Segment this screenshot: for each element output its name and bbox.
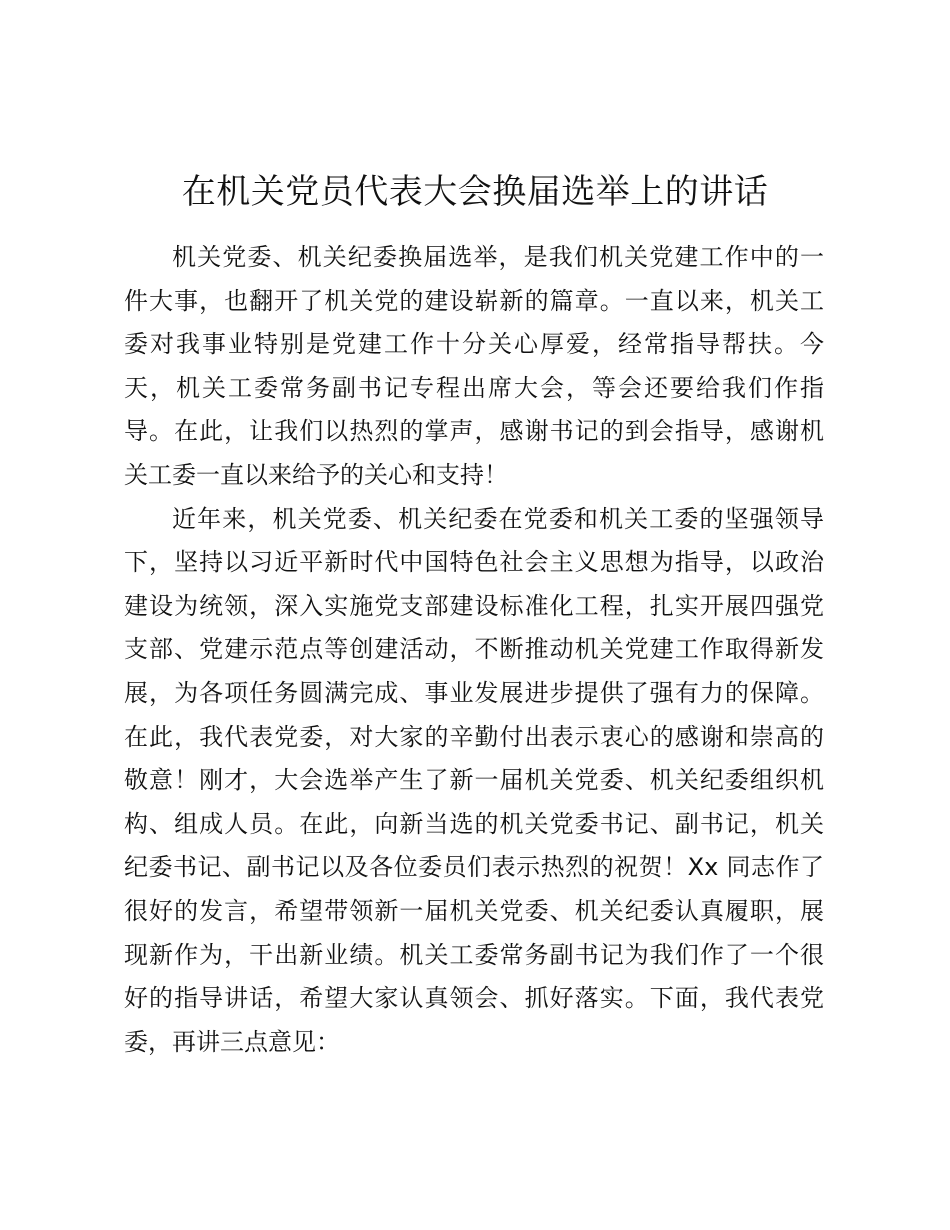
- paragraph-2-line-10: 很好的发言，希望带领新一届机关党委、机关纪委认真履职，展: [124, 896, 824, 925]
- paragraph-1-line-4: 天，机关工委常务副书记专程出席大会，等会还要给我们作指: [124, 373, 824, 402]
- paragraph-2-line-6: 在此，我代表党委，对大家的辛勤付出表示衷心的感谢和崇高的: [124, 722, 824, 751]
- paragraph-2-line-4: 支部、党建示范点等创建活动，不断推动机关党建工作取得新发: [124, 635, 824, 664]
- paragraph-2-line-7: 敬意！刚才，大会选举产生了新一届机关党委、机关纪委组织机: [124, 766, 824, 795]
- document-body: [124, 236, 824, 1064]
- paragraph-2-line-3: 建设为统领，深入实施党支部建设标准化工程，扎实开展四强党: [124, 591, 824, 620]
- paragraph-1-line-3: 委对我事业特别是党建工作十分关心厚爱，经常指导帮扶。今: [124, 330, 824, 359]
- paragraph-2-line-8: 构、组成人员。在此，向新当选的机关党委书记、副书记，机关: [124, 809, 824, 838]
- paragraph-1-line-6: 关工委一直以来给予的关心和支持！: [124, 460, 508, 489]
- paragraph-1-line-2: 件大事，也翻开了机关党的建设崭新的篇章。一直以来，机关工: [124, 286, 824, 315]
- paragraph-1-line-1: 机关党委、机关纪委换届选举，是我们机关党建工作中的一: [172, 243, 824, 271]
- document-title: 在机关党员代表大会换届选举上的讲话: [181, 172, 769, 212]
- paragraph-2-line-2: 下，坚持以习近平新时代中国特色社会主义思想为指导，以政治: [124, 548, 824, 577]
- paragraph-2-line-13: 委，再讲三点意见：: [124, 1027, 340, 1056]
- paragraph-2-line-11: 现新作为，干出新业绩。机关工委常务副书记为我们作了一个很: [124, 940, 824, 969]
- paragraph-2-line-5: 展，为各项任务圆满完成、事业发展进步提供了强有力的保障。: [124, 678, 824, 707]
- paragraph-2-line-1: 近年来，机关党委、机关纪委在党委和机关工委的坚强领导: [172, 504, 824, 533]
- paragraph-2-line-9: 纪委书记、副书记以及各位委员们表示热烈的祝贺！Xx 同志作了: [124, 853, 824, 882]
- paragraph-2-line-12: 好的指导讲话，希望大家认真领会、抓好落实。下面，我代表党: [124, 984, 824, 1013]
- paragraph-1-line-5: 导。在此，让我们以热烈的掌声，感谢书记的到会指导，感谢机: [124, 417, 824, 446]
